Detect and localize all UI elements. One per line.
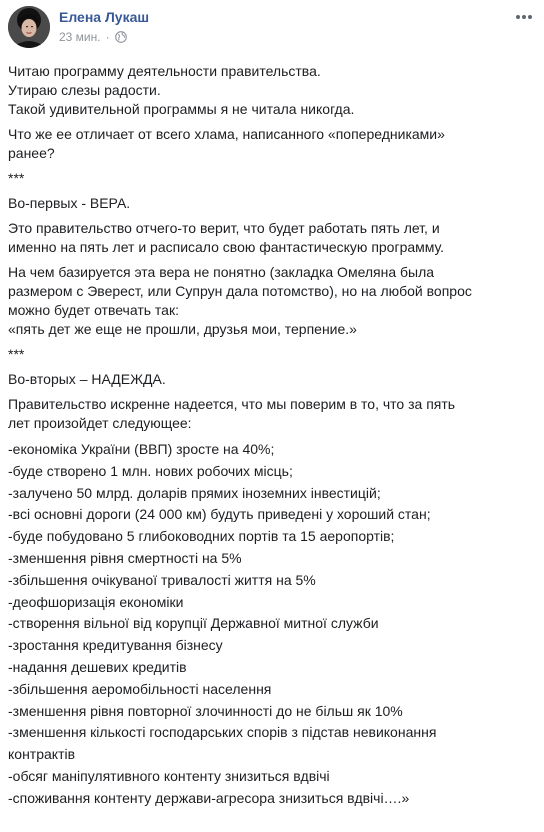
paragraph [8, 194, 534, 213]
more-options-icon[interactable] [514, 10, 534, 24]
text-line: Это правительство отчего-то верит, что будет работать пять лет, и [8, 220, 440, 236]
globe-icon[interactable] [115, 31, 127, 43]
paragraph [8, 395, 534, 433]
list-item: -зменшення рівня повторної злочинності до не більш як 10% [8, 702, 403, 719]
post-header [8, 6, 534, 54]
paragraph [8, 370, 534, 389]
meta-separator: · [105, 30, 110, 44]
text-line: ранее? [8, 145, 55, 161]
avatar[interactable] [8, 6, 50, 48]
text-line: именно на пять лет и расписало свою фантастическую программу. [8, 239, 445, 255]
author-name[interactable]: Елена Лукаш [59, 9, 150, 25]
list-item: -всі основні дороги (24 000 км) будуть приведені у хороший стан; [8, 506, 431, 523]
text-line: Такой удивительной программы я не читала никогда. [8, 101, 355, 117]
divider-stars [8, 169, 534, 188]
list-item: -збільшення аеромобільності населення [8, 680, 272, 697]
list-item: -збільшення очікуваної тривалості життя на 5% [8, 571, 316, 588]
text-line: можно будет отвечать так: [8, 302, 179, 318]
text-line: лет произойдет следующее: [8, 415, 192, 431]
list-item: -економіка України (ВВП) зросте на 40%; [8, 441, 275, 457]
post-meta [59, 30, 127, 44]
text-line: размером с Эверест, или Супрун дала потомство), но на любой вопрос [8, 283, 472, 299]
text-line: Читаю программу деятельности правительства. [8, 63, 321, 79]
paragraph [8, 125, 534, 163]
text-line: Во-вторых – НАДЕЖДА. [8, 371, 166, 387]
list-item: -залучено 50 млрд. доларів прямих іноземних інвестицій; [8, 484, 381, 501]
text-line: *** [8, 170, 25, 186]
list-item: -зменшення рівня смертності на 5% [8, 549, 242, 566]
paragraph [8, 62, 534, 119]
text-line: *** [8, 346, 25, 362]
goals-list [8, 439, 534, 810]
text-line: Что же ее отличает от всего хлама, написанного «попередниками» [8, 126, 445, 142]
paragraph [8, 219, 534, 257]
list-item: -зменшення кількості господарських спорів з підстав невиконання [8, 724, 437, 741]
list-item: -зростання кредитування бізнесу [8, 637, 223, 654]
list-item: -надання дешевих кредитів [8, 658, 187, 675]
text-line: Утираю слезы радости. [8, 82, 161, 98]
list-item: -споживання контенту держави-агресора знизиться вдвічі….» [8, 789, 410, 806]
paragraph [8, 263, 534, 339]
text-line: «пять дет же еще не прошли, друзья мои, терпение.» [8, 321, 357, 337]
post-body [8, 62, 534, 810]
list-item: -створення вільної від корупції Державної митної служби [8, 615, 379, 632]
list-item: -буде побудовано 5 глибоководних портів та 15 аеропортів; [8, 528, 395, 545]
text-line: Правительство искренне надеется, что мы поверим в то, что за пять [8, 396, 456, 412]
list-item: контрактів [8, 746, 76, 763]
divider-stars [8, 345, 534, 364]
list-item: -буде створено 1 млн. нових робочих місць; [8, 462, 293, 479]
list-item: -обсяг маніпулятивного контенту знизиться вдвічі [8, 767, 330, 784]
list-item: -деофшоризація економіки [8, 593, 184, 610]
text-line: Во-первых - ВЕРА. [8, 195, 131, 211]
post-timestamp[interactable]: 23 мин. [59, 30, 101, 44]
text-line: На чем базируется эта вера не понятно (закладка Омеляна была [8, 264, 435, 280]
avatar-photo [8, 6, 50, 48]
